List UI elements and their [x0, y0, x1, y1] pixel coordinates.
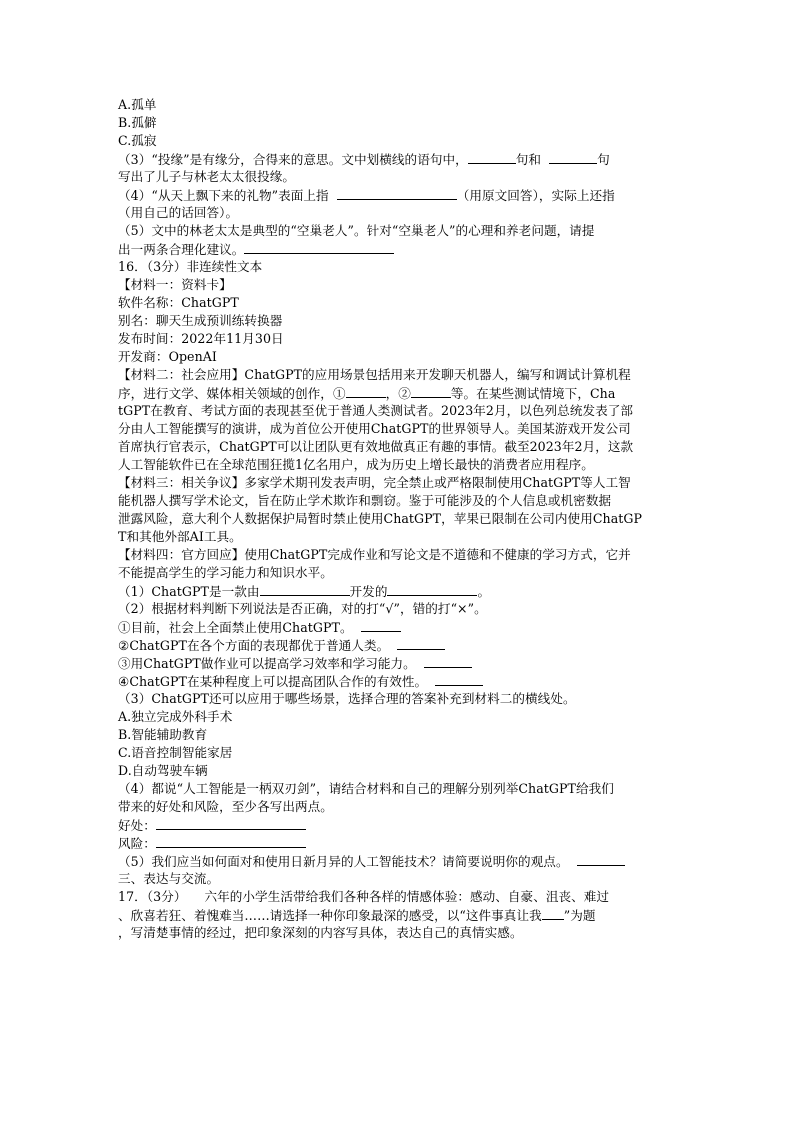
answer-blank[interactable]: [397, 636, 445, 650]
q16-sub2: （2）根据材料判断下列说法是否正确，对的打“√”，错的打“×”。: [118, 601, 487, 616]
answer-blank[interactable]: [361, 618, 401, 632]
material3-line3: 泄露风险，意大利个人数据保护局暂时禁止使用ChatGPT，苹果已限制在公司内使用ChatGP: [118, 511, 642, 526]
answer-blank[interactable]: [260, 582, 350, 596]
title-blank[interactable]: [542, 906, 564, 920]
judge-1: ①目前，社会上全面禁止使用ChatGPT。: [118, 618, 678, 636]
material2-line3: tGPT在教育、考试方面的表现甚至优于普通人类测试者。2023年2月，以色列总统发表了部: [118, 403, 634, 418]
answer-blank[interactable]: [549, 150, 597, 164]
q16-option-a: A.独立完成外科手术: [118, 709, 233, 724]
material2-line4: 分由人工智能撰写的演讲，成为首位公开使用ChatGPT的世界领导人。美国某游戏开发公司: [118, 421, 631, 436]
material1-date: 发布时间：2022年11月30日: [118, 331, 284, 346]
q16-option-c: C.语音控制智能家居: [118, 745, 233, 760]
q15-sub3-line1: （3）“投缘”是有缘分，合得来的意思。文中划横线的语句中， 句和 句: [118, 152, 610, 167]
answer-blank-2[interactable]: [411, 384, 451, 398]
q16-sub1: （1）ChatGPT是一款由 开发的 。: [118, 584, 491, 599]
q16-heading: 16．（3分）非连续性文本: [118, 259, 263, 274]
q16-option-d: D.自动驾驶车辆: [118, 763, 208, 778]
judge-2: ②ChatGPT在各个方面的表现都优于普通人类。: [118, 636, 678, 654]
q15-sub4-line1: （4）“从天上飘下来的礼物”表面上指 （用原文回答），实际上还指: [118, 188, 615, 203]
material3-line4: T和其他外部AI工具。: [118, 529, 242, 544]
answer-blank[interactable]: [577, 852, 625, 866]
material3-line1: 【材料三：相关争议】多家学术期刊发表声明，完全禁止或严格限制使用ChatGPT等人工智: [118, 475, 631, 490]
q15-sub5-line2: 出一两条合理化建议。: [118, 240, 678, 258]
material2-line6: 人工智能软件已在全球范围狂揽1亿名用户，成为历史上增长最快的消费者应用程序。: [118, 457, 594, 472]
answer-blank[interactable]: [244, 240, 394, 254]
benefit-line: 好处：: [118, 816, 678, 834]
answer-blank[interactable]: [337, 186, 457, 200]
material2-line2: 序，进行文学、媒体相关领域的创作，① ，② 等。在某些测试情境下，Cha: [118, 386, 616, 401]
q15-sub3-line2: 写出了儿子与林老太太很投缘。: [118, 169, 296, 184]
answer-blank[interactable]: [468, 150, 516, 164]
q15-sub4-line2: （用自己的话回答）。: [118, 205, 239, 220]
worksheet-page: [118, 96, 678, 942]
material1-name: 软件名称：ChatGPT: [118, 295, 239, 310]
answer-blank[interactable]: [424, 654, 472, 668]
q16-sub3: （3）ChatGPT还可以应用于哪些场景，选择合理的答案补充到材料二的横线处。: [118, 691, 576, 706]
material4-line1: 【材料四：官方回应】使用ChatGPT完成作业和写论文是不道德和不健康的学习方式，它并: [118, 547, 631, 562]
q17-line3: ，写清楚事情的经过，把印象深刻的内容写具体，表达自己的真情实感。: [118, 925, 523, 940]
answer-blank-1[interactable]: [346, 384, 386, 398]
benefit-blank[interactable]: [156, 816, 306, 830]
q15-option-b: B.孤僻: [118, 115, 157, 130]
q15-option-c: C.孤寂: [118, 133, 157, 148]
q16-sub4-line1: （4）都说“人工智能是一柄双刃剑”，请结合材料和自己的理解分别列举ChatGPT给我们: [118, 781, 614, 796]
q17-line1: 17．（3分） 六年的小学生活带给我们各种各样的情感体验：感动、自豪、沮丧、难过: [118, 889, 610, 904]
material4-line2: 不能提高学生的学习能力和知识水平。: [118, 565, 333, 580]
material3-line2: 能机器人撰写学术论文，旨在防止学术欺诈和剽窃。鉴于可能涉及的个人信息或机密数据: [118, 493, 612, 508]
material2-line1: 【材料二：社会应用】ChatGPT的应用场景包括用来开发聊天机器人，编写和调试计算机程: [118, 367, 631, 382]
judge-4: ④ChatGPT在某种程度上可以提高团队合作的有效性。: [118, 672, 678, 690]
judge-3: ③用ChatGPT做作业可以提高学习效率和学习能力。: [118, 654, 678, 672]
material1-alias: 别名：聊天生成预训练转换器: [118, 313, 283, 328]
material2-line5: 首席执行官表示，ChatGPT可以让团队更有效地做真正有趣的事情。截至2023年2月，这款: [118, 439, 634, 454]
section-3-heading: 三、表达与交流。: [118, 871, 220, 886]
answer-blank[interactable]: [387, 582, 477, 596]
material1-title: 【材料一：资料卡】: [118, 277, 232, 292]
answer-blank[interactable]: [435, 672, 483, 686]
risk-blank[interactable]: [156, 834, 306, 848]
q16-option-b: B.智能辅助教育: [118, 727, 208, 742]
q15-sub5-line1: （5）文中的林老太太是典型的“空巢老人”。针对“空巢老人”的心理和养老问题，请提: [118, 223, 595, 238]
q17-line2: 、欣喜若狂、着愧难当……请选择一种你印象最深的感受，以“这件事真让我 ”为题: [118, 908, 596, 923]
q16-sub4-line2: 带来的好处和风险，至少各写出两点。: [118, 799, 333, 814]
q15-option-a: A.孤单: [118, 97, 157, 112]
q16-sub5: （5）我们应当如何面对和使用日新月异的人工智能技术？请简要说明你的观点。: [118, 852, 678, 870]
risk-line: 风险：: [118, 834, 678, 852]
material1-developer: 开发商：OpenAI: [118, 349, 217, 364]
